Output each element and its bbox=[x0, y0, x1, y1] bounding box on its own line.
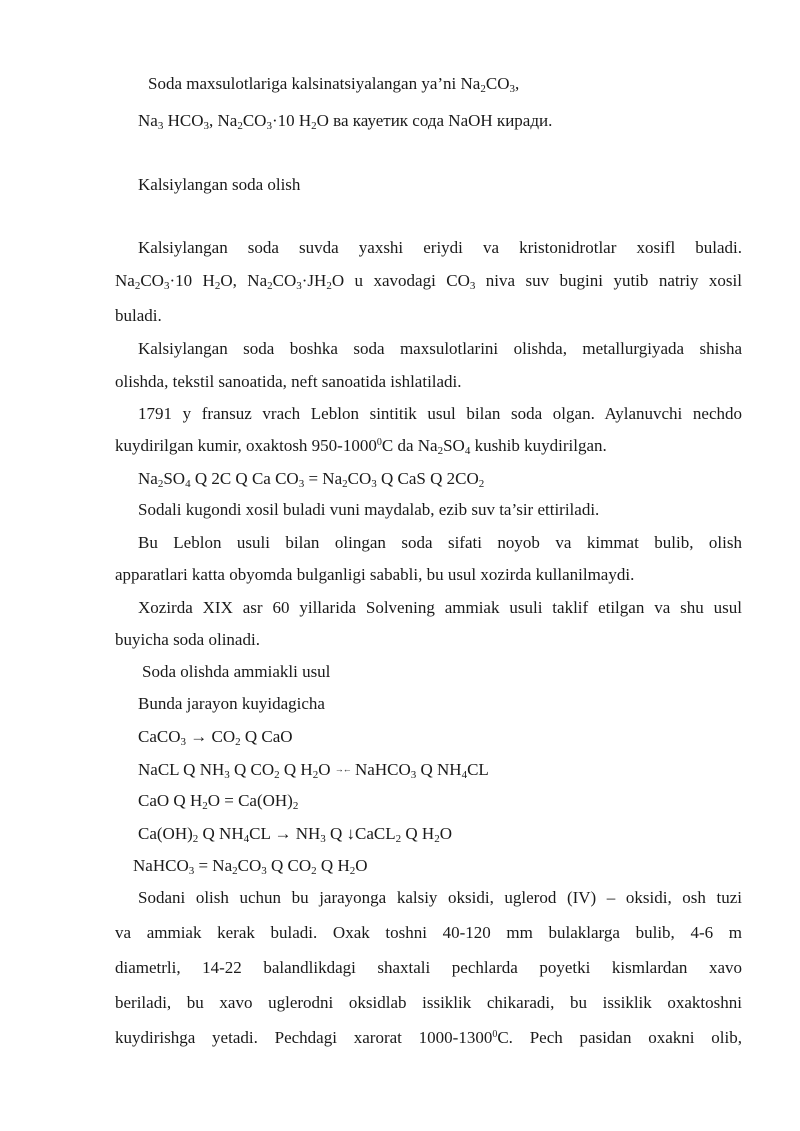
section-heading-calcined-soda: Kalsiylangan soda olish bbox=[138, 175, 301, 194]
paragraph-2-line-2: olishda, tekstil sanoatida, neft sanoatida ishlatiladi. bbox=[115, 372, 462, 391]
paragraph-1-line-1: Kalsiylangan soda suvda yaxshi eriydi va kristonidrotlar xosifl buladi. bbox=[138, 238, 742, 257]
paragraph-5-line-1: Bu Leblon usuli bilan olingan soda sifati noyob va kimmat bulib, olish bbox=[138, 533, 742, 552]
section-heading-ammonia-method: Soda olishda ammiakli usul bbox=[142, 662, 331, 681]
paragraph-8-line-2: va ammiak kerak buladi. Oxak toshni 40-120 mm bulaklarga bulib, 4-6 m bbox=[115, 923, 742, 942]
equation-leblon: $Na_2SO_4$ Q 2C Q Ca $CO_3 = Na_2CO_3$ Q CaS Q $2CO_2$ bbox=[138, 469, 485, 490]
intro-line-1: Soda maxsulotlariga kalsinatsiyalangan ya’ni $Na_2CO_3$, bbox=[148, 74, 520, 95]
paragraph-6-line-2: buyicha soda olinadi. bbox=[115, 630, 260, 649]
equation-1: CaCO$_3$ → $CO_2$ Q CaO bbox=[138, 727, 293, 748]
equation-5: NaHCO$_3$ = $Na_2CO_3$ Q $CO_2$ Q $H_2O$ bbox=[133, 856, 368, 877]
paragraph-3-line-1: 1791 y fransuz vrach Leblon sintitik usul bilan soda olgan. Aylanuvchi nechdo bbox=[138, 404, 742, 423]
equation-2: NaCL Q $NH_3$ Q $CO_2$ Q $H_2O$ →← NaHCO$_3$ Q $NH_4CL$ bbox=[138, 760, 489, 781]
paragraph-4: Sodali kugondi xosil buladi vuni maydalab, ezib suv ta’sir ettiriladi. bbox=[138, 500, 600, 519]
paragraph-8-line-5: kuydirishga yetadi. Pechdagi xarorat 1000-1300$^0$C. Pech pasidan oxakni olib, bbox=[115, 1028, 743, 1047]
paragraph-1-line-2: $Na_2CO_3\cdot 10$ $H_2O$, $Na_2CO_3\cdot JH_2O$ u xavodagi $CO_3$ niva suv bugini yutib natriy xosil bbox=[115, 271, 742, 292]
paragraph-7: Bunda jarayon kuyidagicha bbox=[138, 694, 325, 713]
paragraph-8-line-3: diametrli, 14-22 balandlikdagi shaxtali pechlarda poyetki kismlardan xavo bbox=[115, 958, 742, 977]
paragraph-1-line-3: buladi. bbox=[115, 306, 162, 325]
paragraph-6-line-1: Xozirda XIX asr 60 yillarida Solvening ammiak usuli taklif etilgan va shu usul bbox=[138, 598, 742, 617]
intro-line-2: $Na_3$ $HCO_3$, $Na_2CO_3\cdot 10$ $H_2O$ ва кауетик сода NaOH киради. bbox=[138, 111, 553, 132]
equilibrium-arrow-icon: →← bbox=[334, 764, 351, 774]
paragraph-8-line-4: beriladi, bu xavo uglerodni oksidlab issiklik chikaradi, bu issiklik oxaktoshni bbox=[115, 993, 742, 1012]
equation-4: $Ca(OH)_2$ Q $NH_4CL \to NH_3$ Q ↓CaCL$_2$ Q $H_2O$ bbox=[138, 824, 452, 845]
equation-3: CaO Q $H_2O = Ca(OH)_2$ bbox=[138, 791, 299, 812]
paragraph-5-line-2: apparatlari katta obyomda bulganligi sababli, bu usul xozirda kullanilmaydi. bbox=[115, 565, 635, 584]
paragraph-8-line-1: Sodani olish uchun bu jarayonga kalsiy oksidi, uglerod (IV) – oksidi, osh tuzi bbox=[138, 888, 742, 907]
paragraph-2-line-1: Kalsiylangan soda boshka soda maxsulotlarini olishda, metallurgiyada shisha bbox=[138, 339, 742, 358]
paragraph-3-line-2: kuydirilgan kumir, oxaktosh 950-1000$^0$C da $Na_2SO_4$ kushib kuydirilgan. bbox=[115, 436, 607, 457]
